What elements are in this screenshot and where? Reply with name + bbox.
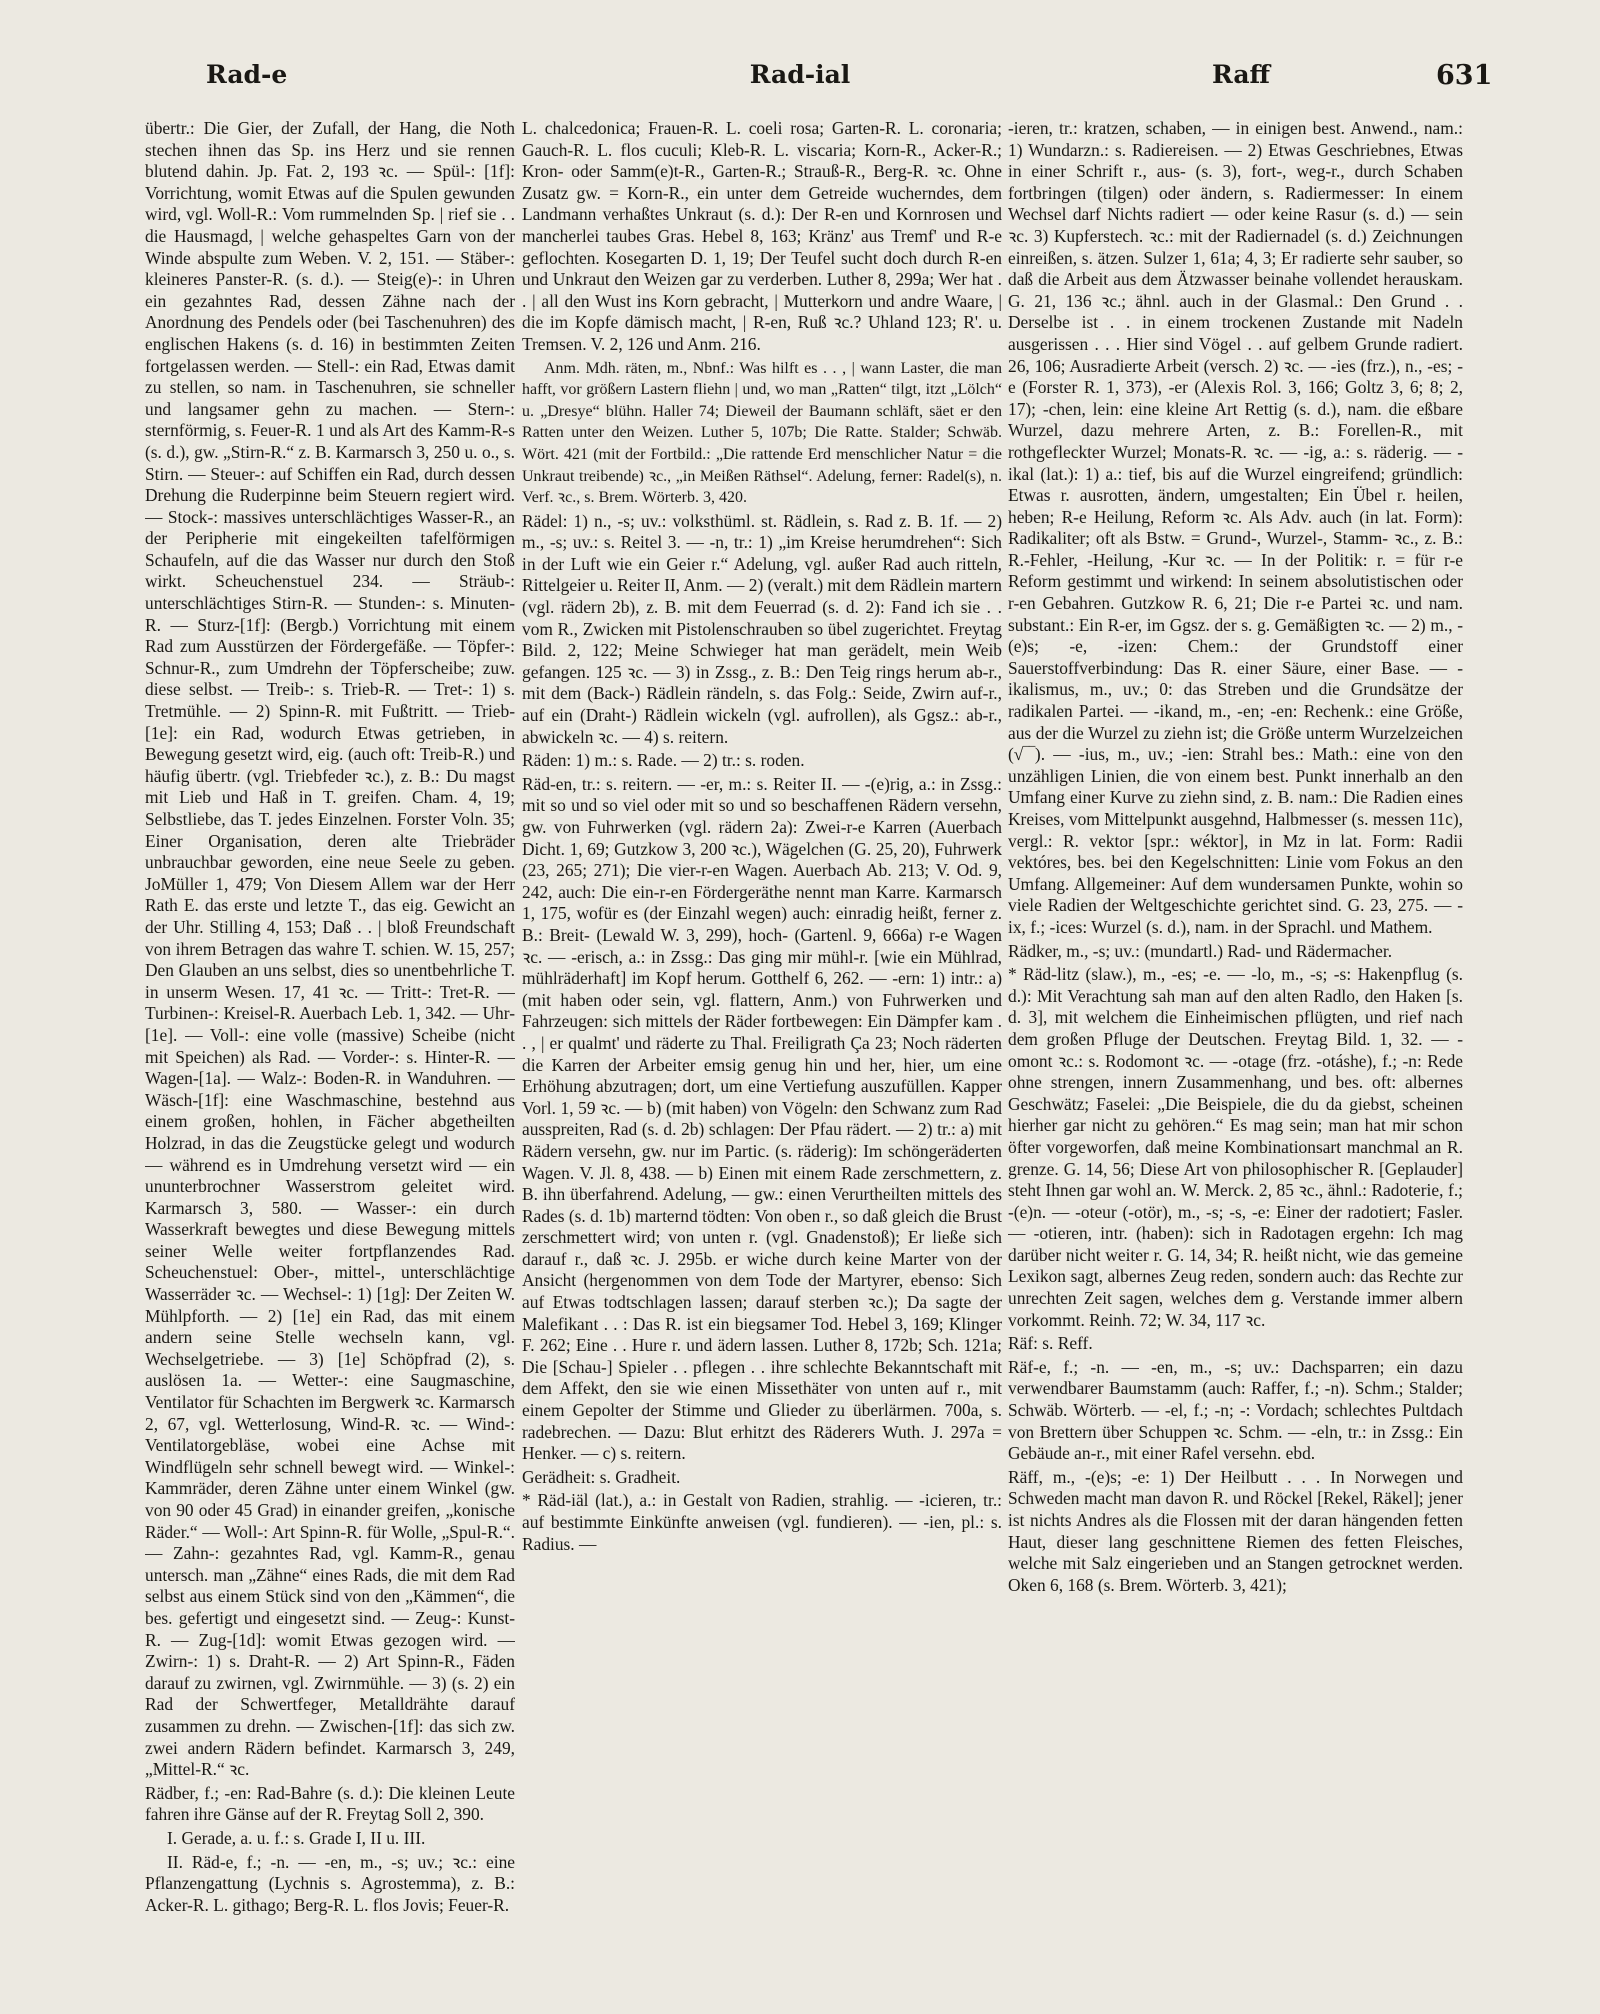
header-right-catchword: Raff xyxy=(1212,60,1271,89)
dictionary-entry: * Räd-litz (slaw.), m., -es; -e. — -lo, m., -s; -s: Hakenpflug (s. d.): Mit Verachtung sah man auf den alten Radlo, den Haken [s. d. 3], mit welchem die Einheimischen pflügten, und rief nach dem großen Pfluge der Deutschen. Freytag Bild. 1, 32. — -omont ꝛc.: s. Rodomont ꝛc. — -otage (frz. -otáshe), f.; -n: Rede ohne strengen, innern Zusammenhang, und bes. oft: albernes Geschwätz; Faselei: „Die Beispiele, die du da giebst, scheinen hierher gar nicht zu gehören.“ Es mag sein; man hat mir schon öfter vorgeworfen, daß meine Kombinationsart manchmal an R. grenze. G. 14, 56; Diese Art von philosophischer R. [Geplauder] steht Ihnen gar wohl an. W. Merck. 2, 85 ꝛc., ähnl.: Radoterie, f.; -(e)n. — -oteur (-otör), m., -s; -s, -e: Einer der radotiert; Fasler. — -otieren, intr. (haben): sich in Radotagen ergehn: Ich mag darüber nicht weiter r. G. 14, 34; R. heißt nicht, wie das gemeine Lexikon sagt, albernes Zeug reden, sondern auch: das Rechte zur unrechten Zeit sagen, welches dem g. Verstande immer albern vorkommt. Reinh. 72; W. 34, 117 ꝛc. xyxy=(1008,964,1463,1330)
dictionary-entry: L. chalcedonica; Frauen-R. L. coeli rosa; Garten-R. L. coronaria; Gauch-R. L. flos cuculi; Kleb-R. L. viscaria; Korn-R., Acker-R.; Kron- oder Samm(e)t-R., Garten-R.; Strauß-R., Berg-R. ꝛc. Ohne Zusatz gw. = Korn-R., ein unter dem Getreide wucherndes, dem Landmann verhaßtes Unkraut (s. d.): Der R-en und Kornrosen und mancherlei taubes Gras. Hebel 8, 163; Kränz' aus Tremf' und R-e geflochten. Kosegarten D. 1, 19; Der Teufel sucht doch durch R-en und Unkraut den Weizen gar zu verderben. Luther 8, 299a; Wer hat . . | all den Wust ins Korn gebracht, | Mutterkorn und andre Waare, | die im Kopfe dämisch macht, | R-en, Ruß ꝛc.? Uhland 123; R'. u. Tremsen. V. 2, 126 und Anm. 216. xyxy=(522,118,1002,354)
dictionary-entry: Räden: 1) m.: s. Rade. — 2) tr.: s. roden. xyxy=(522,750,805,771)
text-column-right xyxy=(1008,118,1463,1998)
text-column-left xyxy=(145,118,515,1998)
dictionary-entry: übertr.: Die Gier, der Zufall, der Hang, die Noth stechen ihnen das Sp. ins Herz und sie rennen blutend dahin. Jp. Fat. 2, 193 ꝛc. — Spül-: [1f]: Vorrichtung, womit Etwas auf die Spulen gewunden wird, vgl. Woll-R.: Vom rummelnden Sp. | rief sie . . die Hausmagd, | welche gehaspeltes Garn von der Winde abspulte zum Weben. V. 2, 151. — Stäber-: kleineres Panster-R. (s. d.). — Steig(e)-: in Uhren ein gezahntes Rad, dessen Zähne nach der Anordnung des Pendels oder (bei Taschenuhren) des englischen Hakens (s. d. 16) in bestimmten Zeiten fortgelassen werden. — Stell-: ein Rad, Etwas damit zu stellen, so nam. in Taschenuhren, sie schneller und langsamer gehn zu machen. — Stern-: sternförmig, s. Feuer-R. 1 und als Art des Kamm-R-s (s. d.), gw. „Stirn-R.“ z. B. Karmarsch 3, 250 u. o., s. Stirn. — Steuer-: auf Schiffen ein Rad, durch dessen Drehung die Ruderpinne beim Steuern regiert wird. — Stock-: massives unterschlächtiges Wasser-R., an der Peripherie mit eingekeilten tafelförmigen Schaufeln, auf die das Wasser nur durch den Stoß wirkt. Scheuchenstuel 234. — Sträub-: unterschlächtiges Stirn-R. — Stunden-: s. Minuten-R. — Sturz-[1f]: (Bergb.) Vorrichtung mit einem Rad zum Ausstürzen der Fördergefäße. — Töpfer-: Schnur-R., zum Umdrehn der Töpferscheibe; zuw. diese selbst. — Treib-: s. Trieb-R. — Tret-: 1) s. Tretmühle. — 2) Spinn-R. mit Fußtritt. — Trieb-[1e]: ein Rad, wodurch Etwas getrieben, in Bewegung gesetzt wird, eig. (auch oft: Treib-R.) und häufig übertr. (vgl. Triebfeder ꝛc.), z. B.: Du magst mit Lieb und Haß in T. greifen. Cham. 4, 19; Selbstliebe, das T. jedes Einzelnen. Forster Voln. 35; Einer Organisation, deren alte Triebräder unbrauchbar geworden, eine neue Seele zu geben. JoMüller 1, 479; Von Diesem Allem war der Herr Rath E. das erste und letzte T., das eig. Gewicht an der Uhr. Stilling 4, 153; Daß . . | bloß Freundschaft von ihrem Betragen das wahre T. schien. W. 15, 257; Den Glauben an uns selbst, dies so unentbehrliche T. in unserm Wesen. 17, 41 ꝛc. — Tritt-: Tret-R. — Turbinen-: Kreisel-R. Auerbach Leb. 1, 342. — Uhr-[1e]. — Voll-: eine volle (massive) Scheibe (nicht mit Speichen) als Rad. — Vorder-: s. Hinter-R. — Wagen-[1a]. — Walz-: Boden-R. in Wanduhren. — Wäsch-[1f]: eine Waschmaschine, bestehnd aus einem großen, hohlen, in Fächer abgetheilten Holzrad, in das die Zeugstücke gelegt und wodurch — während es in Umdrehung versetzt wird — ein ununterbrochner Wasserstrom geleitet wird. Karmarsch 3, 580. — Wasser-: ein durch Wasserkraft bewegtes und diese Bewegung mittels seiner Welle weiter fortpflanzendes Rad. Scheuchenstuel: Ober-, mittel-, unterschlächtige Wasserräder ꝛc. — Wechsel-: 1) [1g]: Der Zeiten W. Mühlpforth. — 2) [1e] ein Rad, das mit einem andern seine Stelle wechseln kann, vgl. Wechselgetriebe. — 3) [1e] Schöpfrad (2), s. auslösen 1a. — Wetter-: eine Saugmaschine, Ventilator für Schachten im Bergwerk ꝛc. Karmarsch 2, 67, vgl. Wetterlosung, Wind-R. ꝛc. — Wind-: Ventilatorgebläse, wobei eine Achse mit Windflügeln sehr schnell bewegt wird. — Winkel-: Kammräder, deren Zähne unter einem Winkel (gw. von 90 oder 45 Grad) in einander greifen, „konische Räder.“ — Woll-: Art Spinn-R. für Wolle, „Spul-R.“. — Zahn-: gezahntes Rad, vgl. Kamm-R., genau untersch. man „Zähne“ eines Rads, die mit dem Rad selbst aus einem Stück sind von den „Kämmen“, die bes. gefertigt und eingesetzt sind. — Zeug-: Kunst-R. — Zug-[1d]: womit Etwas gezogen wird. — Zwirn-: 1) s. Draht-R. — 2) Art Spinn-R., Fäden darauf zu zwirnen, vgl. Zwirnmühle. — 3) (s. 2) ein Rad der Schwertfeger, Metalldrähte darauf zusammen zu drehn. — Zwischen-[1f]: das sich zw. zwei andern Rädern befindet. Karmarsch 3, 249, „Mittel-R.“ ꝛc. xyxy=(145,118,515,1780)
dictionary-entry: II. Räd-e, f.; -n. — -en, m., -s; uv.; ꝛc.: eine Pflanzengattung (Lychnis s. Agrostemma), z. B.: Acker-R. L. githago; Berg-R. L. flos Jovis; Feuer-R. xyxy=(145,1851,515,1915)
text-column-middle xyxy=(522,118,1002,1998)
annotation-paragraph: Anm. Mdh. räten, m., Nbnf.: Was hilft es . . , | wann Laster, die man hafft, vor größern Lastern fliehn | und, wo man „Ratten“ tilgt, itzt „Lölch“ u. „Dresye“ blühn. Haller 74; Dieweil der Baumann schläft, säet er den Ratten unter den Weizen. Luther 5, 107b; Die Ratte. Stalder; Schwäb. Wört. 421 (mit der Fortbild.: „Die rattende Erd menschlicher Natur = die Unkraut treibende) ꝛc., „in Meißen Räthsel“. Adelung, ferner: Radel(s), n. Verf. ꝛc., s. Brem. Wörterb. 3, 420. xyxy=(522,359,1002,507)
dictionary-entry: Räd-en, tr.: s. reitern. — -er, m.: s. Reiter II. — -(e)rig, a.: in Zssg.: mit so und so viel oder mit so und so beschaffenen Rädern versehn, gw. von Fuhrwerken (vgl. rädern 2a): Zwei-r-e Karren (Auerbach Dicht. 1, 69; Gutzkow 3, 200 ꝛc.), Wägelchen (G. 25, 20), Fuhrwerk (23, 265; 271); Die vier-r-en Wagen. Auerbach Ab. 213; V. Od. 9, 242, auch: Die ein-r-en Fördergeräthe nennt man Karre. Karmarsch 1, 175, wofür es (der Einzahl wegen) auch: einradig heißt, ferner z. B.: Breit- (Lewald W. 3, 299), hoch- (Gartenl. 9, 666a) r-e Wagen ꝛc. — -erisch, a.: in Zssg.: Das ging mir mühl-r. [wie ein Mühlrad, mühlräderhaft] im Kopf herum. Gotthelf 6, 262. — -ern: 1) intr.: a) (mit haben oder sein, vgl. flattern, Anm.) von Fuhrwerken und Fahrzeugen: sich mittels der Räder fortbewegen: Ein Dämpfer kam . . , | er qualmt' und räderte zu Thal. Freiligrath Ça 23; Noch räderten die Karren der Arbeiter emsig genug hin und her, hier, um eine Erhöhung abzutragen; dort, um eine Vertiefung auszufüllen. Kapper Vorl. 1, 59 ꝛc. — b) (mit haben) von Vögeln: den Schwanz zum Rad ausspreiten, Rad (s. d. 2b) schlagen: Der Pfau rädert. — 2) tr.: a) mit Rädern versehn, gw. nur im Partic. (s. räderig): Im schöngeräderten Wagen. V. Jl. 8, 438. — b) Einen mit einem Rade zerschmettern, z. B. ihn überfahrend. Adelung, — gw.: einen Verurtheilten mittels des Rades (s. d. 1b) marternd tödten: Von oben r., so daß gleich die Brust zerschmettert wird; von unten r. (vgl. Gnadenstoß); Er ließe sich darauf r., daß ꝛc. J. 295b. er wiche durch keine Marter von der Ansicht (hergenommen von dem Tode der Martyrer, ebenso: Sich auf Etwas todtschlagen lassen; darauf sterben ꝛc.); Da sagte der Malefikant . . : Das R. ist ein biegsamer Tod. Hebel 3, 169; Klinger F. 262; Eine . . Hure r. und ädern lassen. Luther 8, 172b; Sch. 121a; Die [Schau-] Spieler . . pflegen . . ihre schlechte Bekanntschaft mit dem Affekt, den sie wie einen Missethäter von unten auf r., mit einem Gepolter der Stimme und Glieder zu überlärmen. 700a, s. radebrechen. — Dazu: Blut erhitzt des Räderers Wuth. J. 297a = Henker. — c) s. reitern. xyxy=(522,773,1002,1464)
page-number: 631 xyxy=(1436,60,1493,91)
dictionary-entry: Räff, m., -(e)s; -e: 1) Der Heilbutt . . . In Norwegen und Schweden macht man davon R. und Röckel [Rekel, Räkel]; jener ist nichts Andres als die Flossen mit der daran hängenden fetten Haut, dieser lang geschnittene Riemen des fetten Fleisches, welche mit Salz eingerieben und an Stangen getrocknet werden. Oken 6, 168 (s. Brem. Wörterb. 3, 421); xyxy=(1008,1466,1463,1595)
dictionary-entry: Rädel: 1) n., -s; uv.: volksthüml. st. Rädlein, s. Rad z. B. 1f. — 2) m., -s; uv.: s. Reitel 3. — -n, tr.: 1) „im Kreise herumdrehen“: Sich in der Luft wie ein Geier r.“ Adelung, vgl. außer Rad auch ritteln, Rittelgeier u. Reiter II, Anm. — 2) (veralt.) mit dem Rädlein martern (vgl. rädern 2b), z. B. mit dem Feuerrad (s. d. 2): Fand ich sie . . vom R., Zwicken mit Pistolenschrauben so übel zugerichtet. Freytag Bild. 2, 122; Meine Schwieger hat man gerädelt, mein Weib gefangen. 125 ꝛc. — 3) in Zssg., z. B.: Den Teig rings herum ab-r., mit dem (Back-) Rädlein rändeln, s. das Folg.: Seide, Zwirn auf-r., auf ein (Draht-) Rädlein wickeln (vgl. aufrollen), als Ggsz.: ab-r., abwickeln ꝛc. — 4) s. reitern. xyxy=(522,510,1002,747)
dictionary-entry: Rädker, m., -s; uv.: (mundartl.) Rad- und Rädermacher. xyxy=(1008,940,1393,961)
header-center-catchword: Rad-ial xyxy=(749,60,851,89)
dictionary-entry: I. Gerade, a. u. f.: s. Grade I, II u. III. xyxy=(167,1827,426,1848)
dictionary-entry: -ieren, tr.: kratzen, schaben, — in einigen best. Anwend., nam.: 1) Wundarzn.: s. Radiereisen. — 2) Etwas Geschriebnes, Etwas in einer Schrift r., aus- (s. 3), fort-, weg-r., durch Schaben fortbringen (tilgen) oder ändern, s. Radiermesser: In einem Wechsel darf Nichts radiert — oder keine Rasur (s. d.) — sein ꝛc. 3) Kupferstech. ꝛc.: mit der Radiernadel (s. d.) Zeichnungen einreißen, s. ätzen. Sulzer 1, 61a; 4, 3; Er radierte sehr sauber, so daß die Arbeit aus dem Ätzwasser beinahe vollendet herauskam. G. 21, 136 ꝛc.; ähnl. auch in der Glasmal.: Den Grund . . Derselbe ist . . in einem trockenen Zustande mit Nadeln ausgerissen . . . Hier sind Vögel . . auf gelbem Grunde radiert. 26, 106; Ausradierte Arbeit (versch. 2) ꝛc. — -ies (frz.), n., -es; -e (Forster R. 1, 373), -er (Alexis Rol. 3, 166; Goltz 3, 6; 8; 2, 17); -chen, lein: eine kleine Art Rettig (s. d.), nam. die eßbare Wurzel, dazu mehrere Arten, z. B.: Forellen-R., mit rothgefleckter Wurzel; Monats-R. ꝛc. — -ig, a.: s. räderig. — -ikal (lat.): 1) a.: tief, bis auf die Wurzel eingreifend; gründlich: Etwas r. ausrotten, ändern, umgestalten; Ein Übel r. heilen, heben; R-e Heilung, Reform ꝛc. Als Adv. auch (in lat. Form): Radikaliter; oft als Bstw. = Grund-, Wurzel-, Stamm- ꝛc., z. B.: R.-Fehler, -Heilung, -Kur ꝛc. — In der Politik: r. = für r-e Reform gestimmt und wirkend: In seinem absolutistischen oder r-en Gebahren. Gutzkow R. 6, 21; Die r-e Partei ꝛc. und nam. substant.: Ein R-er, im Ggsz. der s. g. Gemäßigten ꝛc. — 2) m., -(e)s; -e, -izen: Chem.: der Grundstoff einer Sauerstoffverbindung: Das R. einer Säure, einer Base. — -ikalismus, m., uv.; 0: das Streben und die Grundsätze der radikalen Partei. — -ikand, m., -en; -en: Rechenk.: eine Größe, aus der die Wurzel zu ziehn ist; die Größe unterm Wurzelzeichen (√‾‾). — -ius, m., uv.; -ien: Strahl bes.: Math.: eine von den unzähligen Linien, die von einem best. Punkt innerhalb an den Umfang einer Kurve zu ziehn sind, z. B. nam.: Die Radien eines Kreises, vom Mittelpunkt ausgehnd, Halbmesser (s. messen 11c), vergl.: R. vektor [spr.: wéktor], in Mz in lat. Form: Radii vektóres, bes. bei den Kegelschnitten: Linie vom Fokus an den Umfang. Allgemeiner: Auf dem wundersamen Punkte, wohin so viele Radien der Weltgeschichte gerichtet sind. G. 23, 275. — -ix, f.; -ices: Wurzel (s. d.), nam. in der Sprachl. und Mathem. xyxy=(1008,118,1463,937)
header-left-catchword: Rad-e xyxy=(206,60,288,89)
dictionary-entry: Räf: s. Reff. xyxy=(1008,1333,1093,1354)
dictionary-entry: Rädber, f.; -en: Rad-Bahre (s. d.): Die kleinen Leute fahren ihre Gänse auf der R. Freytag Soll 2, 390. xyxy=(145,1782,515,1825)
dictionary-entry: Räf-e, f.; -n. — -en, m., -s; uv.: Dachsparren; ein dazu verwendbarer Baumstamm (auch: Raffer, f.; -n). Schm.; Stalder; Schwäb. Wörterb. — -el, f.; -n; -: Vordach; schlechtes Pultdach von Brettern über Schuppen ꝛc. Schm. — -eln, tr.: in Zssg.: Ein Gebäude an-r., mit einer Rafel versehn. ebd. xyxy=(1008,1356,1463,1464)
dictionary-entry: * Räd-iäl (lat.), a.: in Gestalt von Radien, strahlig. — -icieren, tr.: auf bestimmte Einkünfte anweisen (vgl. fundieren). — -ien, pl.: s. Radius. — xyxy=(522,1490,1002,1554)
running-header xyxy=(0,60,1600,96)
dictionary-entry: Gerädheit: s. Gradheit. xyxy=(522,1466,681,1487)
